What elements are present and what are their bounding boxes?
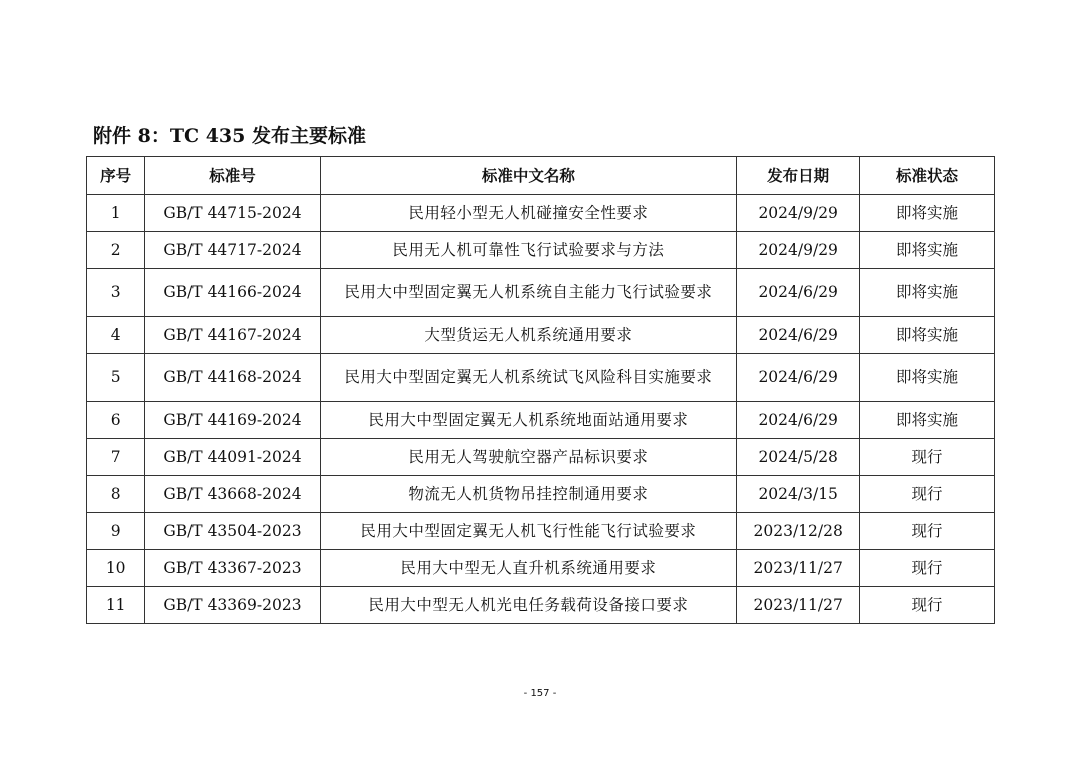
cell-standard-number: GB/T 44166-2024 (145, 269, 320, 317)
cell-publish-date: 2024/6/29 (737, 354, 860, 402)
cell-publish-date: 2024/5/28 (737, 439, 860, 476)
table-row (87, 402, 995, 439)
cell-standard-number: GB/T 44169-2024 (145, 402, 320, 439)
cell-chinese-name: 民用大中型无人直升机系统通用要求 (320, 550, 737, 587)
cell-standard-number: GB/T 43369-2023 (145, 587, 320, 624)
cell-status: 现行 (860, 476, 995, 513)
cell-serial: 6 (87, 402, 145, 439)
cell-status: 现行 (860, 587, 995, 624)
table-row (87, 513, 995, 550)
cell-serial: 4 (87, 317, 145, 354)
cell-serial: 2 (87, 232, 145, 269)
cell-publish-date: 2024/6/29 (737, 402, 860, 439)
cell-status: 即将实施 (860, 317, 995, 354)
cell-status: 即将实施 (860, 402, 995, 439)
cell-status: 即将实施 (860, 269, 995, 317)
header-chinese-name: 标准中文名称 (320, 157, 737, 195)
cell-standard-number: GB/T 44168-2024 (145, 354, 320, 402)
table-row (87, 587, 995, 624)
cell-status: 现行 (860, 439, 995, 476)
cell-chinese-name: 物流无人机货物吊挂控制通用要求 (320, 476, 737, 513)
header-serial: 序号 (87, 157, 145, 195)
table-row (87, 232, 995, 269)
cell-publish-date: 2023/11/27 (737, 587, 860, 624)
cell-chinese-name: 民用无人驾驶航空器产品标识要求 (320, 439, 737, 476)
cell-chinese-name: 民用大中型固定翼无人机飞行性能飞行试验要求 (320, 513, 737, 550)
standards-table (86, 156, 995, 624)
cell-serial: 11 (87, 587, 145, 624)
header-standard-number: 标准号 (145, 157, 320, 195)
cell-chinese-name: 民用大中型固定翼无人机系统自主能力飞行试验要求 (320, 269, 737, 317)
cell-status: 现行 (860, 550, 995, 587)
cell-publish-date: 2024/9/29 (737, 195, 860, 232)
cell-standard-number: GB/T 43367-2023 (145, 550, 320, 587)
cell-serial: 5 (87, 354, 145, 402)
table-header-row (87, 157, 995, 195)
cell-standard-number: GB/T 44091-2024 (145, 439, 320, 476)
table-row (87, 195, 995, 232)
cell-chinese-name: 民用大中型固定翼无人机系统地面站通用要求 (320, 402, 737, 439)
cell-chinese-name: 民用轻小型无人机碰撞安全性要求 (320, 195, 737, 232)
header-publish-date: 发布日期 (737, 157, 860, 195)
cell-standard-number: GB/T 43504-2023 (145, 513, 320, 550)
document-title: 附件 8：TC 435 发布主要标准 (93, 125, 366, 147)
cell-status: 即将实施 (860, 195, 995, 232)
table-row (87, 354, 995, 402)
cell-status: 现行 (860, 513, 995, 550)
cell-serial: 10 (87, 550, 145, 587)
page-number: - 157 - (523, 688, 557, 699)
cell-serial: 1 (87, 195, 145, 232)
table-row (87, 269, 995, 317)
cell-serial: 8 (87, 476, 145, 513)
table-row (87, 550, 995, 587)
cell-serial: 9 (87, 513, 145, 550)
cell-serial: 3 (87, 269, 145, 317)
cell-publish-date: 2023/12/28 (737, 513, 860, 550)
cell-publish-date: 2024/9/29 (737, 232, 860, 269)
cell-status: 即将实施 (860, 354, 995, 402)
cell-chinese-name: 大型货运无人机系统通用要求 (320, 317, 737, 354)
cell-status: 即将实施 (860, 232, 995, 269)
cell-publish-date: 2024/3/15 (737, 476, 860, 513)
table-row (87, 476, 995, 513)
cell-standard-number: GB/T 43668-2024 (145, 476, 320, 513)
cell-standard-number: GB/T 44167-2024 (145, 317, 320, 354)
cell-chinese-name: 民用大中型固定翼无人机系统试飞风险科目实施要求 (320, 354, 737, 402)
cell-publish-date: 2024/6/29 (737, 269, 860, 317)
cell-chinese-name: 民用无人机可靠性飞行试验要求与方法 (320, 232, 737, 269)
cell-standard-number: GB/T 44717-2024 (145, 232, 320, 269)
cell-serial: 7 (87, 439, 145, 476)
table-row (87, 439, 995, 476)
cell-chinese-name: 民用大中型无人机光电任务载荷设备接口要求 (320, 587, 737, 624)
table-row (87, 317, 995, 354)
cell-standard-number: GB/T 44715-2024 (145, 195, 320, 232)
header-status: 标准状态 (860, 157, 995, 195)
cell-publish-date: 2023/11/27 (737, 550, 860, 587)
cell-publish-date: 2024/6/29 (737, 317, 860, 354)
table-body (87, 195, 995, 624)
